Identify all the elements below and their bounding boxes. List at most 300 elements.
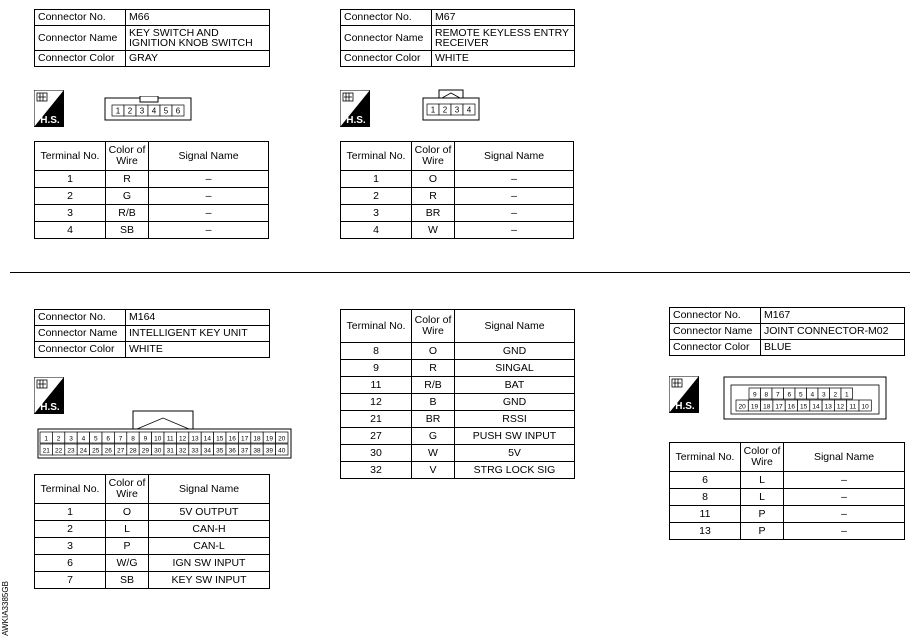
harness-side-icon (340, 90, 370, 127)
wire-color-cell: R/B (412, 377, 455, 394)
pin-number: 1 (844, 391, 849, 399)
signal-name-cell: – (149, 171, 269, 188)
pin-number: 5 (163, 106, 169, 116)
table-row (35, 521, 270, 538)
connector-pin (785, 400, 797, 411)
table-row (670, 472, 905, 489)
signal-name-cell: – (784, 472, 905, 489)
connector-pin (798, 400, 810, 411)
terminal-no-cell: 4 (35, 222, 106, 239)
terminal-no-cell: 3 (35, 538, 106, 555)
connector-pin (152, 432, 164, 443)
terminal-no-cell: 13 (670, 523, 741, 540)
header-color-of-wire: Color of Wire (412, 142, 455, 171)
terminal-no-cell: 12 (341, 394, 412, 411)
pin-number: 31 (166, 447, 174, 455)
m67-terminal-table (340, 141, 574, 239)
pin-number: 6 (175, 106, 181, 116)
signal-name-cell: KEY SW INPUT (149, 572, 270, 589)
signal-name-cell: CAN-L (149, 538, 270, 555)
connector-pin (859, 400, 871, 411)
pin-number: 24 (79, 447, 88, 455)
pin-number: 9 (752, 391, 757, 399)
pin-number: 10 (154, 435, 162, 443)
pin-number: 29 (141, 447, 150, 455)
connector-pin (841, 388, 853, 399)
wire-color-cell: L (741, 472, 784, 489)
section-divider (10, 272, 910, 273)
table-row (341, 411, 575, 428)
pin-number: 38 (253, 447, 261, 455)
label-connector-color: Connector Color (35, 51, 126, 67)
connector-pin (176, 444, 188, 455)
terminal-no-cell: 32 (341, 462, 412, 479)
connector-pin (263, 432, 275, 443)
table-row (341, 445, 575, 462)
signal-name-cell: – (784, 489, 905, 506)
connector-pin (251, 432, 263, 443)
terminal-no-cell: 9 (341, 360, 412, 377)
header-terminal-no: Terminal No. (341, 142, 412, 171)
label-connector-color: Connector Color (670, 340, 761, 356)
hs-label: H.S. (40, 115, 60, 126)
pin-number: 3 (69, 435, 73, 443)
pin-number: 21 (42, 447, 50, 455)
connector-pin (176, 432, 188, 443)
terminal-no-cell: 30 (341, 445, 412, 462)
hs-label: H.S. (40, 402, 60, 413)
header-color-of-wire: Color of Wire (741, 443, 784, 472)
connector-pin (795, 388, 807, 399)
m164-connector-no: M164 (126, 310, 270, 326)
connector-pin (139, 444, 151, 455)
connector-pin (65, 432, 77, 443)
connector-pin (40, 432, 52, 443)
m164-connector-color: WHITE (126, 342, 270, 358)
connector-pin (214, 444, 226, 455)
harness-side-icon (669, 376, 699, 413)
wire-color-cell: SB (106, 222, 149, 239)
m167-terminal-table (669, 442, 905, 540)
m66-connector-face (104, 96, 194, 122)
wire-color-cell: W (412, 445, 455, 462)
m66-connector-no: M66 (126, 10, 270, 26)
table-row (35, 222, 269, 239)
table-row (35, 171, 269, 188)
connector-pin (427, 104, 439, 115)
pin-number: 25 (92, 447, 100, 455)
pin-number: 4 (810, 391, 815, 399)
table-row (341, 222, 574, 239)
hs-label: H.S. (675, 401, 695, 412)
connector-pin (77, 444, 89, 455)
pin-number: 19 (265, 435, 274, 443)
pin-number: 5 (798, 391, 803, 399)
harness-side-icon (34, 90, 64, 127)
table-row (341, 188, 574, 205)
signal-name-cell: – (149, 205, 269, 222)
connector-pin (818, 388, 830, 399)
pin-number: 4 (151, 106, 157, 116)
pin-number: 3 (821, 391, 826, 399)
table-row (35, 572, 270, 589)
connector-pin (773, 400, 785, 411)
connector-pin (102, 432, 114, 443)
signal-name-cell: – (455, 171, 574, 188)
connector-pin (810, 400, 822, 411)
connector-pin (276, 444, 288, 455)
pin-number: 12 (836, 403, 845, 411)
label-connector-no: Connector No. (35, 310, 126, 326)
wire-color-cell: P (741, 506, 784, 523)
terminal-no-cell: 3 (341, 205, 412, 222)
connector-pin (749, 388, 761, 399)
pin-number: 18 (763, 403, 771, 411)
connector-pin (463, 104, 475, 115)
connector-pin (189, 432, 201, 443)
connector-pin (148, 105, 160, 116)
m167-connector-no: M167 (761, 308, 905, 324)
pin-number: 37 (240, 447, 249, 455)
connector-pin (251, 444, 263, 455)
label-connector-name: Connector Name (670, 324, 761, 340)
table-row (341, 171, 574, 188)
connector-pin (761, 388, 773, 399)
pin-number: 9 (143, 435, 148, 443)
pin-number: 3 (454, 105, 460, 115)
connector-pin (238, 432, 250, 443)
connector-pin (124, 105, 136, 116)
header-signal-name: Signal Name (455, 142, 574, 171)
connector-pin (127, 444, 139, 455)
signal-name-cell: – (784, 523, 905, 540)
pin-number: 15 (216, 435, 224, 443)
pin-number: 11 (166, 435, 174, 443)
wire-color-cell: R (412, 360, 455, 377)
figure-code: AWKIA3385GB (0, 581, 10, 636)
wire-color-cell: R (412, 188, 455, 205)
wire-color-cell: O (412, 343, 455, 360)
pin-number: 32 (178, 447, 187, 455)
m164-connector-face (37, 410, 293, 460)
terminal-no-cell: 6 (670, 472, 741, 489)
connector-pin (102, 444, 114, 455)
pin-number: 14 (812, 403, 820, 411)
connector-pin (136, 105, 148, 116)
wire-color-cell: G (412, 428, 455, 445)
pin-number: 7 (118, 435, 123, 443)
wire-color-cell: P (106, 538, 149, 555)
pin-number: 1 (430, 105, 436, 115)
terminal-no-cell: 2 (341, 188, 412, 205)
wire-color-cell: O (106, 504, 149, 521)
connector-pin (114, 432, 126, 443)
label-connector-name: Connector Name (35, 326, 126, 342)
terminal-no-cell: 2 (35, 521, 106, 538)
header-signal-name: Signal Name (455, 310, 575, 343)
m66-connector-color: GRAY (126, 51, 270, 67)
connector-pin (214, 432, 226, 443)
connector-pin (65, 444, 77, 455)
pin-number: 16 (787, 403, 795, 411)
table-row (35, 538, 270, 555)
connector-pin (736, 400, 748, 411)
pin-number: 6 (106, 435, 111, 443)
pin-number: 12 (178, 435, 187, 443)
pin-number: 3 (139, 106, 145, 116)
connector-pin (164, 444, 176, 455)
header-color-of-wire: Color of Wire (106, 475, 149, 504)
connector-pin (114, 444, 126, 455)
connector-pin (226, 432, 238, 443)
wire-color-cell: W (412, 222, 455, 239)
connector-pin (748, 400, 760, 411)
table-row (341, 394, 575, 411)
m167-connector-color: BLUE (761, 340, 905, 356)
terminal-no-cell: 11 (341, 377, 412, 394)
pin-number: 23 (67, 447, 75, 455)
terminal-no-cell: 1 (35, 504, 106, 521)
pin-number: 8 (764, 391, 769, 399)
pin-number: 1 (44, 435, 49, 443)
wire-color-cell: B (412, 394, 455, 411)
pin-number: 13 (191, 435, 199, 443)
pin-number: 1 (115, 106, 121, 116)
connector-pin (807, 388, 819, 399)
signal-name-cell: BAT (455, 377, 575, 394)
table-row (35, 555, 270, 572)
pin-number: 14 (203, 435, 212, 443)
table-row (341, 343, 575, 360)
signal-name-cell: – (784, 506, 905, 523)
signal-name-cell: – (455, 188, 574, 205)
wire-color-cell: SB (106, 572, 149, 589)
wire-color-cell: L (106, 521, 149, 538)
terminal-no-cell: 21 (341, 411, 412, 428)
connector-pin (90, 432, 102, 443)
table-row (341, 360, 575, 377)
header-terminal-no: Terminal No. (341, 310, 412, 343)
m67-connector-name: REMOTE KEYLESS ENTRY RECEIVER (432, 26, 575, 51)
header-signal-name: Signal Name (149, 142, 269, 171)
table-row (341, 205, 574, 222)
pin-number: 2 (127, 106, 133, 116)
header-color-of-wire: Color of Wire (106, 142, 149, 171)
m67-connector-no: M67 (432, 10, 575, 26)
pin-number: 8 (131, 435, 135, 443)
table-row (35, 504, 270, 521)
signal-name-cell: SINGAL (455, 360, 575, 377)
pin-number: 30 (154, 447, 162, 455)
wire-color-cell: BR (412, 205, 455, 222)
connector-pin (40, 444, 52, 455)
terminal-no-cell: 2 (35, 188, 106, 205)
label-connector-color: Connector Color (341, 51, 432, 67)
connector-pin (772, 388, 784, 399)
label-connector-name: Connector Name (341, 26, 432, 51)
connector-pin (201, 432, 213, 443)
header-terminal-no: Terminal No. (35, 475, 106, 504)
table-row (341, 462, 575, 479)
pin-number: 13 (824, 403, 832, 411)
signal-name-cell: GND (455, 343, 575, 360)
pin-number: 11 (849, 403, 857, 411)
terminal-no-cell: 6 (35, 555, 106, 572)
terminal-no-cell: 1 (341, 171, 412, 188)
pin-number: 36 (228, 447, 236, 455)
pin-number: 2 (833, 391, 838, 399)
pin-number: 35 (216, 447, 224, 455)
header-color-of-wire: Color of Wire (412, 310, 455, 343)
pin-number: 16 (228, 435, 236, 443)
pin-number: 28 (129, 447, 137, 455)
connector-pin (439, 104, 451, 115)
connector-pin (52, 432, 64, 443)
signal-name-cell: 5V (455, 445, 575, 462)
connector-pin (139, 432, 151, 443)
pin-number: 27 (116, 447, 125, 455)
connector-pin (152, 444, 164, 455)
pin-number: 2 (442, 105, 448, 115)
pin-number: 2 (56, 435, 61, 443)
pin-number: 22 (54, 447, 63, 455)
m164-connector-name: INTELLIGENT KEY UNIT (126, 326, 270, 342)
m167-connector-name: JOINT CONNECTOR-M02 (761, 324, 905, 340)
terminal-no-cell: 11 (670, 506, 741, 523)
connector-pin (834, 400, 846, 411)
terminal-no-cell: 4 (341, 222, 412, 239)
table-row (670, 489, 905, 506)
wire-color-cell: O (412, 171, 455, 188)
wire-color-cell: P (741, 523, 784, 540)
table-row (35, 205, 269, 222)
pin-number: 39 (265, 447, 274, 455)
wire-color-cell: R/B (106, 205, 149, 222)
pin-number: 19 (750, 403, 759, 411)
connector-pin (127, 432, 139, 443)
header-signal-name: Signal Name (149, 475, 270, 504)
connector-pin (52, 444, 64, 455)
terminal-no-cell: 3 (35, 205, 106, 222)
signal-name-cell: – (455, 222, 574, 239)
pin-number: 17 (775, 403, 783, 411)
connector-pin (847, 400, 859, 411)
wire-color-cell: R (106, 171, 149, 188)
table-row (35, 188, 269, 205)
header-signal-name: Signal Name (784, 443, 905, 472)
connector-pin (160, 105, 172, 116)
wire-color-cell: W/G (106, 555, 149, 572)
connector-pin (822, 400, 834, 411)
pin-number: 10 (861, 403, 869, 411)
terminal-no-cell: 7 (35, 572, 106, 589)
m167-connector-info (669, 307, 905, 356)
signal-name-cell: 5V OUTPUT (149, 504, 270, 521)
connector-pin (90, 444, 102, 455)
pin-number: 4 (466, 105, 472, 115)
connector-pin (238, 444, 250, 455)
connector-pin (77, 432, 89, 443)
signal-name-cell: STRG LOCK SIG (455, 462, 575, 479)
connector-pin (112, 105, 124, 116)
signal-name-cell: – (149, 188, 269, 205)
table-row (341, 377, 575, 394)
pin-number: 5 (93, 435, 98, 443)
signal-name-cell: – (455, 205, 574, 222)
terminal-no-cell: 8 (670, 489, 741, 506)
header-terminal-no: Terminal No. (35, 142, 106, 171)
connector-pin (164, 432, 176, 443)
m66-connector-info (34, 9, 270, 67)
signal-name-cell: PUSH SW INPUT (455, 428, 575, 445)
pin-number: 6 (787, 391, 792, 399)
table-row (670, 506, 905, 523)
connector-pin (201, 444, 213, 455)
header-terminal-no: Terminal No. (670, 443, 741, 472)
wire-color-cell: BR (412, 411, 455, 428)
terminal-no-cell: 8 (341, 343, 412, 360)
connector-pin (784, 388, 796, 399)
signal-name-cell: – (149, 222, 269, 239)
terminal-no-cell: 27 (341, 428, 412, 445)
signal-name-cell: CAN-H (149, 521, 270, 538)
wire-color-cell: L (741, 489, 784, 506)
connector-pin (226, 444, 238, 455)
m66-terminal-table (34, 141, 269, 239)
label-connector-no: Connector No. (670, 308, 761, 324)
m67-connector-info (340, 9, 575, 67)
connector-pin (172, 105, 184, 116)
label-connector-color: Connector Color (35, 342, 126, 358)
pin-number: 7 (775, 391, 780, 399)
table-row (341, 428, 575, 445)
connector-pin (189, 444, 201, 455)
terminal-no-cell: 1 (35, 171, 106, 188)
harness-side-icon (34, 377, 64, 414)
pin-number: 34 (203, 447, 212, 455)
pin-number: 20 (278, 435, 286, 443)
connector-pin (263, 444, 275, 455)
label-connector-name: Connector Name (35, 26, 126, 51)
signal-name-cell: RSSI (455, 411, 575, 428)
m164-terminal-table (34, 474, 270, 589)
label-connector-no: Connector No. (35, 10, 126, 26)
m67-connector-face (422, 88, 480, 122)
pin-number: 17 (240, 435, 249, 443)
wire-color-cell: V (412, 462, 455, 479)
hs-label: H.S. (346, 115, 366, 126)
m164-connector-info (34, 309, 270, 358)
m66-connector-name: KEY SWITCH AND IGNITION KNOB SWITCH (126, 26, 270, 51)
signal-name-cell: GND (455, 394, 575, 411)
pin-number: 20 (738, 403, 746, 411)
m67-connector-color: WHITE (432, 51, 575, 67)
m167-connector-face (723, 376, 887, 420)
pin-number: 4 (81, 435, 86, 443)
pin-number: 26 (104, 447, 112, 455)
pin-number: 18 (253, 435, 261, 443)
pin-number: 33 (191, 447, 199, 455)
signal-name-cell: IGN SW INPUT (149, 555, 270, 572)
connector-pin (830, 388, 842, 399)
wire-color-cell: G (106, 188, 149, 205)
connector-pin (451, 104, 463, 115)
connector-pin (276, 432, 288, 443)
pin-number: 15 (800, 403, 808, 411)
table-row (670, 523, 905, 540)
pin-number: 40 (278, 447, 286, 455)
m164-terminal-table-continued (340, 309, 575, 479)
